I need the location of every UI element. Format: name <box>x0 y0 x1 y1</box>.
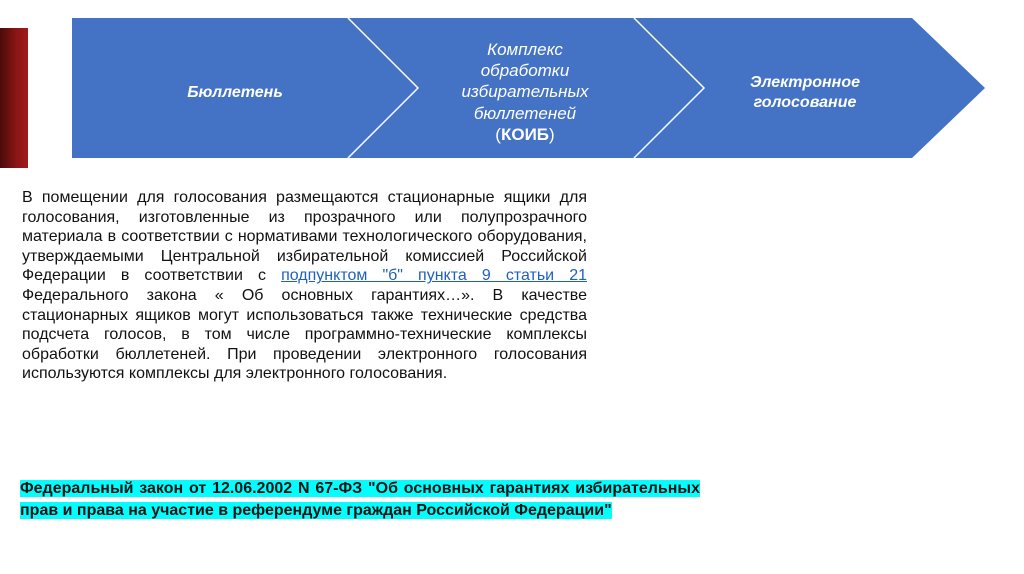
step-electronic-line-2: голосование <box>753 94 857 111</box>
body-text-after-link: Федерального закона « Об основных гарантиях…». В качестве стационарных ящиков могут использоваться также технические средства подсчета голосов, в том числе программно-технические комплексы обработки бюллетеней. При проведении электронного голосования используются комплексы для электронного голосования. <box>22 286 587 383</box>
step-koib-line-4: бюллетеней <box>473 103 577 123</box>
step-ballot-label: Бюллетень <box>187 84 283 101</box>
step-electronic-voting <box>680 38 930 148</box>
process-flow <box>0 0 1024 170</box>
step-koib-abbreviation: (КОИБ) <box>495 124 555 144</box>
law-reference-title: Федеральный закон от 12.06.2002 N 67-ФЗ "Об основных гарантиях избирательных прав и права на участие в референдуме граждан Российской Федерации" <box>20 480 700 519</box>
law-article-link[interactable]: подпунктом "б" пункта 9 статьи 21 <box>281 267 587 285</box>
law-reference <box>20 478 700 522</box>
step-koib <box>415 22 635 162</box>
body-paragraph <box>22 188 587 384</box>
step-koib-line-3: избирательных <box>461 82 589 102</box>
body-text-before-link: В помещении для голосования размещаются стационарные ящики для голосования, изготовленные из прозрачного или полупрозрачного материала в соответствии с нормативами технологического оборудования, утверждаемыми Центральной избирательной комиссией Российской Федерации в соответствии с <box>22 189 587 285</box>
step-koib-line-2: обработки <box>480 61 570 81</box>
step-electronic-line-1: Электронное <box>749 74 861 91</box>
step-koib-line-1: Комплекс <box>487 39 563 59</box>
step-ballot <box>110 38 360 148</box>
